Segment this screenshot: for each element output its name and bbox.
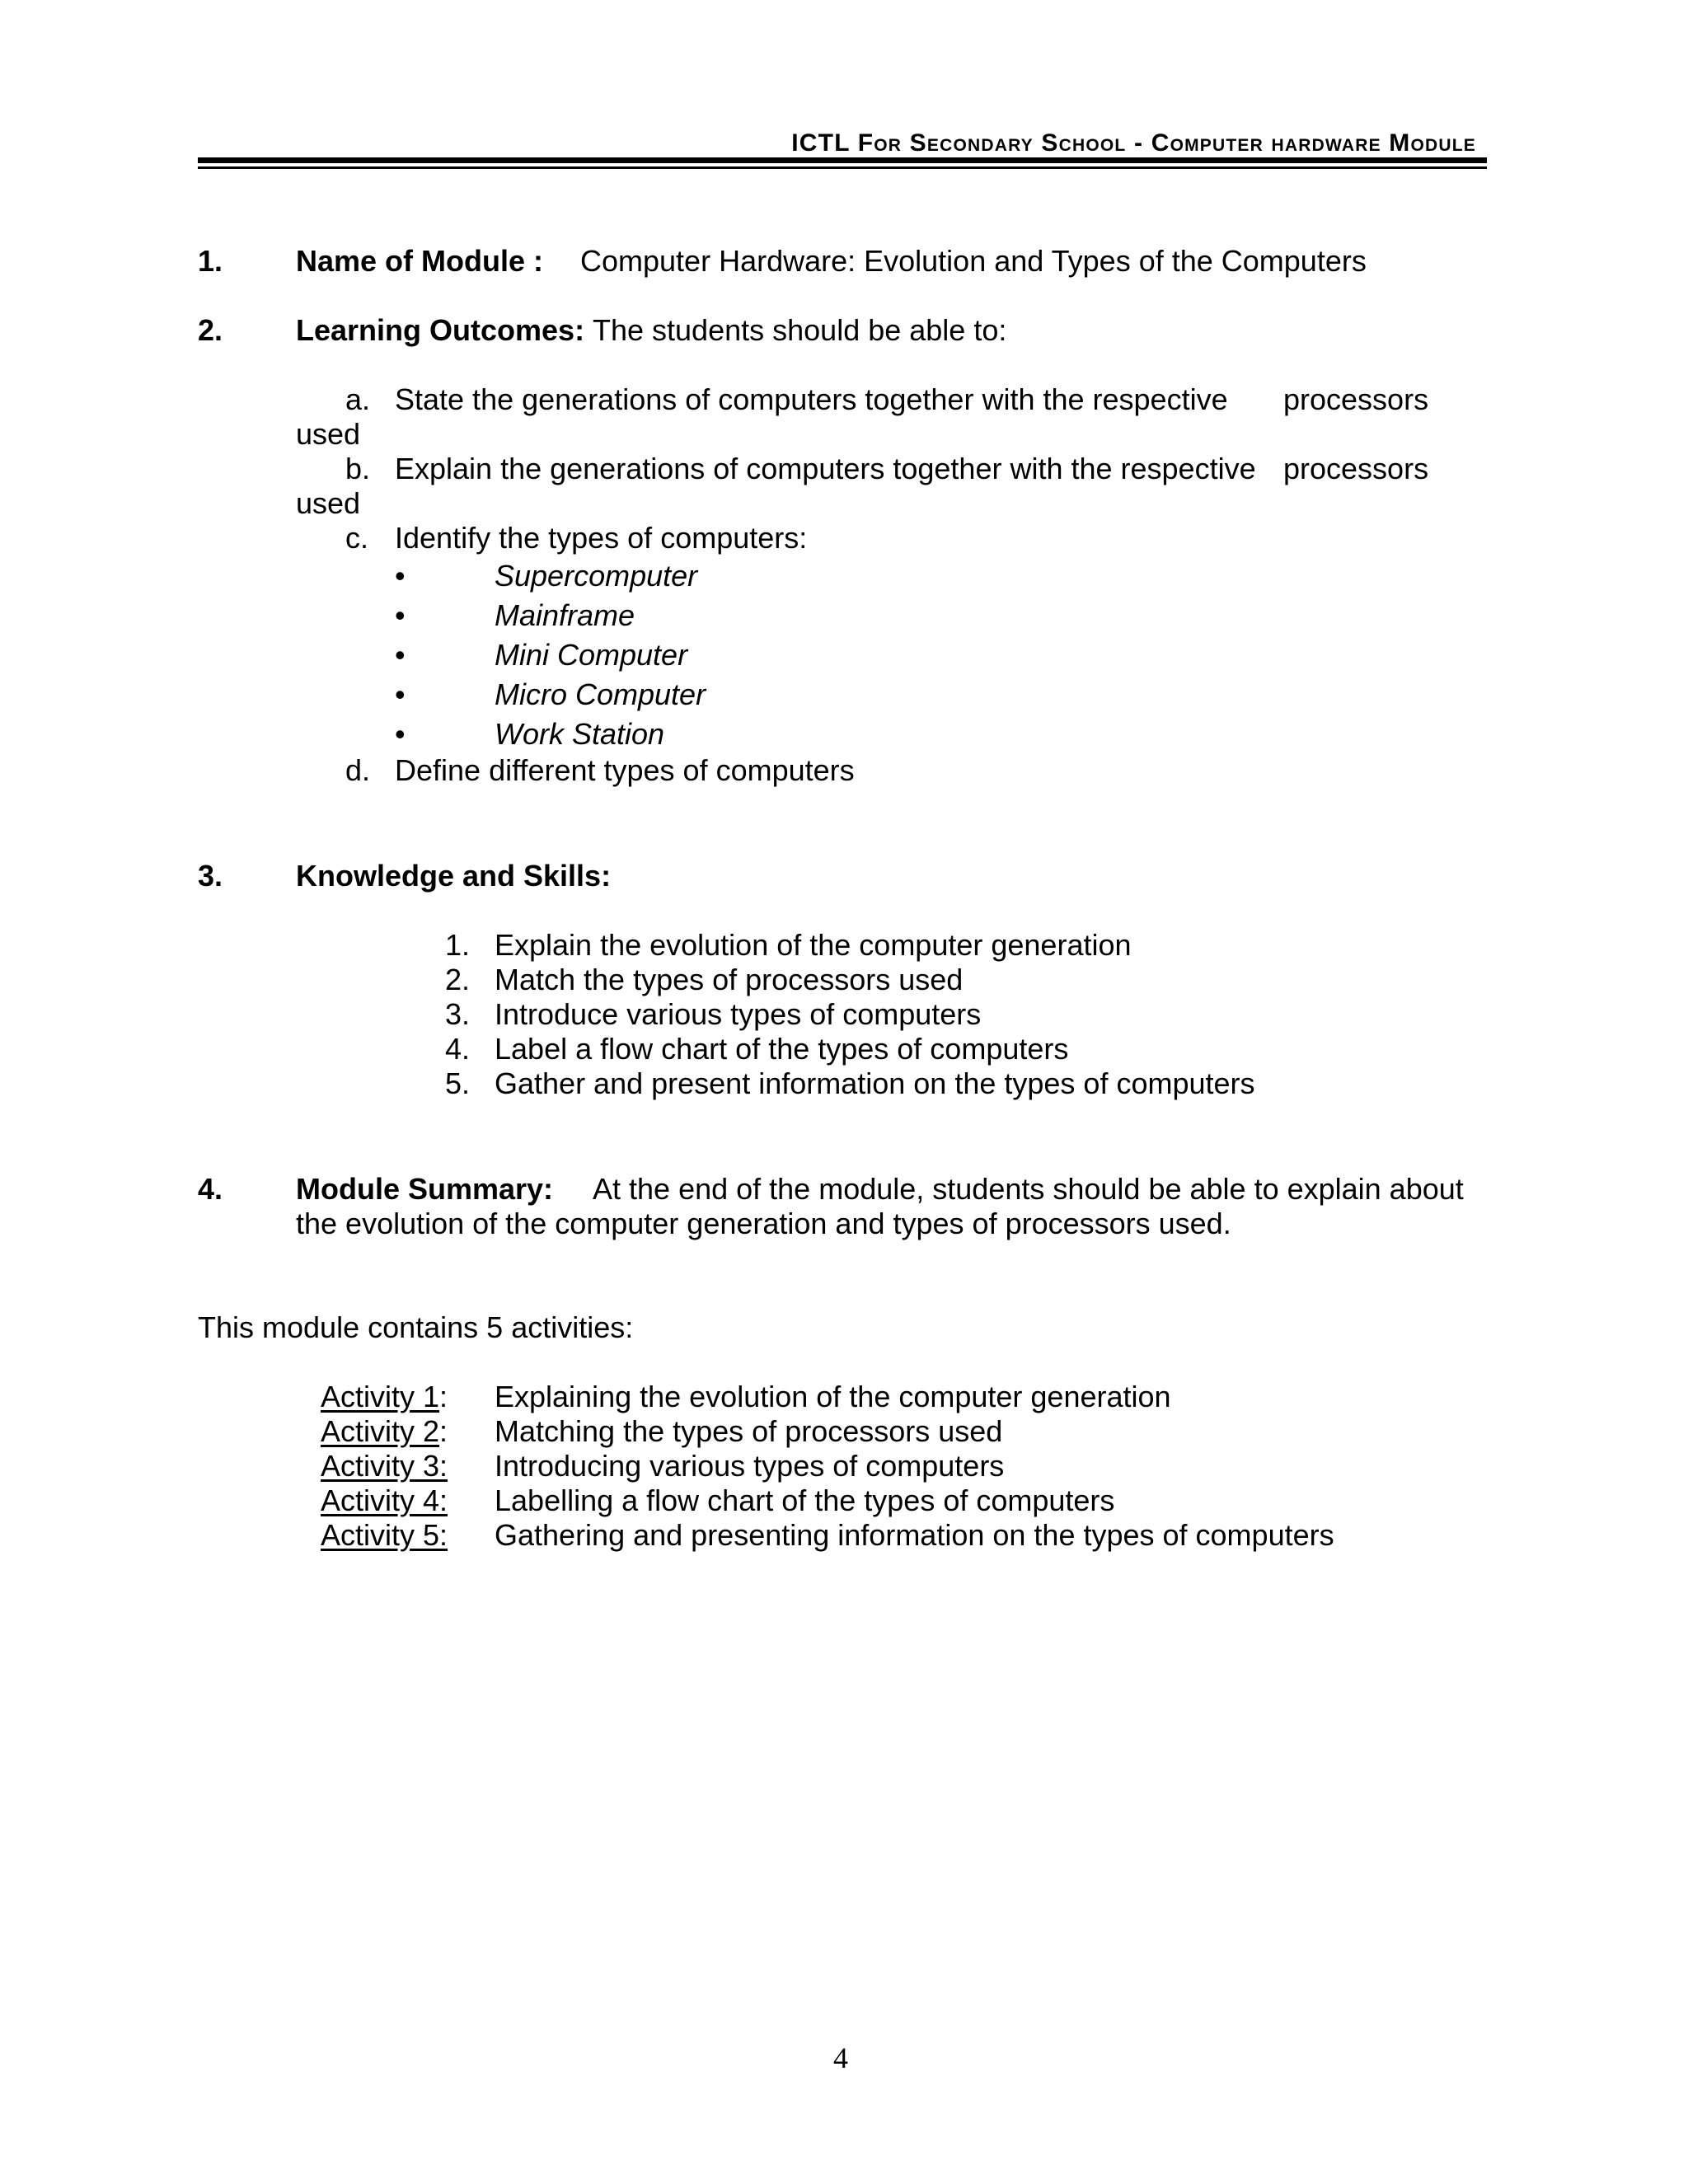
section-label: Name of Module : [296,244,544,278]
computer-type: Supercomputer [495,559,698,593]
outcome-text-wrap: used [296,417,361,451]
section-label: Learning Outcomes: [296,313,585,347]
page-number: 4 [833,2041,848,2074]
activity-text: Introducing various types of computers [495,1449,1005,1483]
outcome-text: Define different types of computers [395,753,855,787]
outcome-text-wrap: used [296,486,361,520]
activities-intro: This module contains 5 activities: [198,1310,634,1344]
outcome-text: Explain the generations of computers together with the respective [395,452,1256,485]
activity-label: Activity 2: [321,1414,448,1448]
activity-link[interactable]: Activity 5: [321,1518,448,1552]
activity-label [321,1483,448,1518]
activity-link[interactable]: Activity 4: [321,1483,448,1517]
activity-text: Matching the types of processors used [495,1414,1003,1448]
skill-text: Explain the evolution of the computer generation [495,928,1132,962]
computer-type: Work Station [495,717,665,751]
skill-marker: 3. [445,997,471,1031]
computer-type: Micro Computer [495,677,706,711]
activity-text: Gathering and presenting information on the types of computers [495,1518,1334,1552]
skill-marker: 5. [445,1066,471,1100]
section-number: 3. [198,859,223,893]
bullet: • [395,598,406,632]
activity-text: Labelling a flow chart of the types of computers [495,1483,1115,1517]
section-number: 1. [198,244,223,278]
running-header: ICTL For Secondary School - Computer hardware Module [791,129,1476,157]
header-rule-thin [198,166,1487,169]
activity-link[interactable]: Activity 3: [321,1449,448,1483]
bullet: • [395,638,406,672]
outcome-text: Identify the types of computers: [395,521,808,555]
bullet: • [395,717,406,751]
summary-text-wrap: the evolution of the computer generation and types of processors used. [296,1207,1231,1240]
computer-type: Mainframe [495,598,635,632]
section-number: 4. [198,1172,223,1206]
bullet: • [395,559,406,593]
skill-text: Label a flow chart of the types of computers [495,1032,1069,1066]
outcome-marker: a. [345,382,371,416]
summary-text: At the end of the module, students should be able to explain about [593,1172,1464,1206]
outcome-text-tail: processors [1283,382,1429,416]
outcome-marker: c. [345,521,369,555]
skill-text: Match the types of processors used [495,963,964,996]
outcome-marker: d. [345,753,371,787]
header-rule [198,157,1487,163]
activity-text: Explaining the evolution of the computer generation [495,1380,1171,1413]
computer-type: Mini Computer [495,638,688,672]
skill-marker: 4. [445,1032,471,1066]
bullet: • [395,677,406,711]
outcome-text-tail: processors [1283,452,1429,485]
activity-label [321,1518,448,1553]
skill-marker: 1. [445,928,471,962]
section-label: Knowledge and Skills: [296,859,612,893]
outcome-marker: b. [345,452,371,485]
section-label: Module Summary: [296,1172,554,1206]
section-number: 2. [198,313,223,347]
activity-label: Activity 1: [321,1380,448,1413]
outcome-text: State the generations of computers together with the respective [395,382,1228,416]
module-name: Computer Hardware: Evolution and Types of the Computers [580,244,1367,278]
section-intro: The students should be able to: [593,313,1007,347]
skill-text: Introduce various types of computers [495,997,982,1031]
skill-marker: 2. [445,963,471,996]
activity-link[interactable]: Activity 2 [321,1414,440,1448]
skill-text: Gather and present information on the types of computers [495,1066,1255,1100]
activity-link[interactable]: Activity 1 [321,1380,440,1413]
activity-label [321,1449,448,1483]
